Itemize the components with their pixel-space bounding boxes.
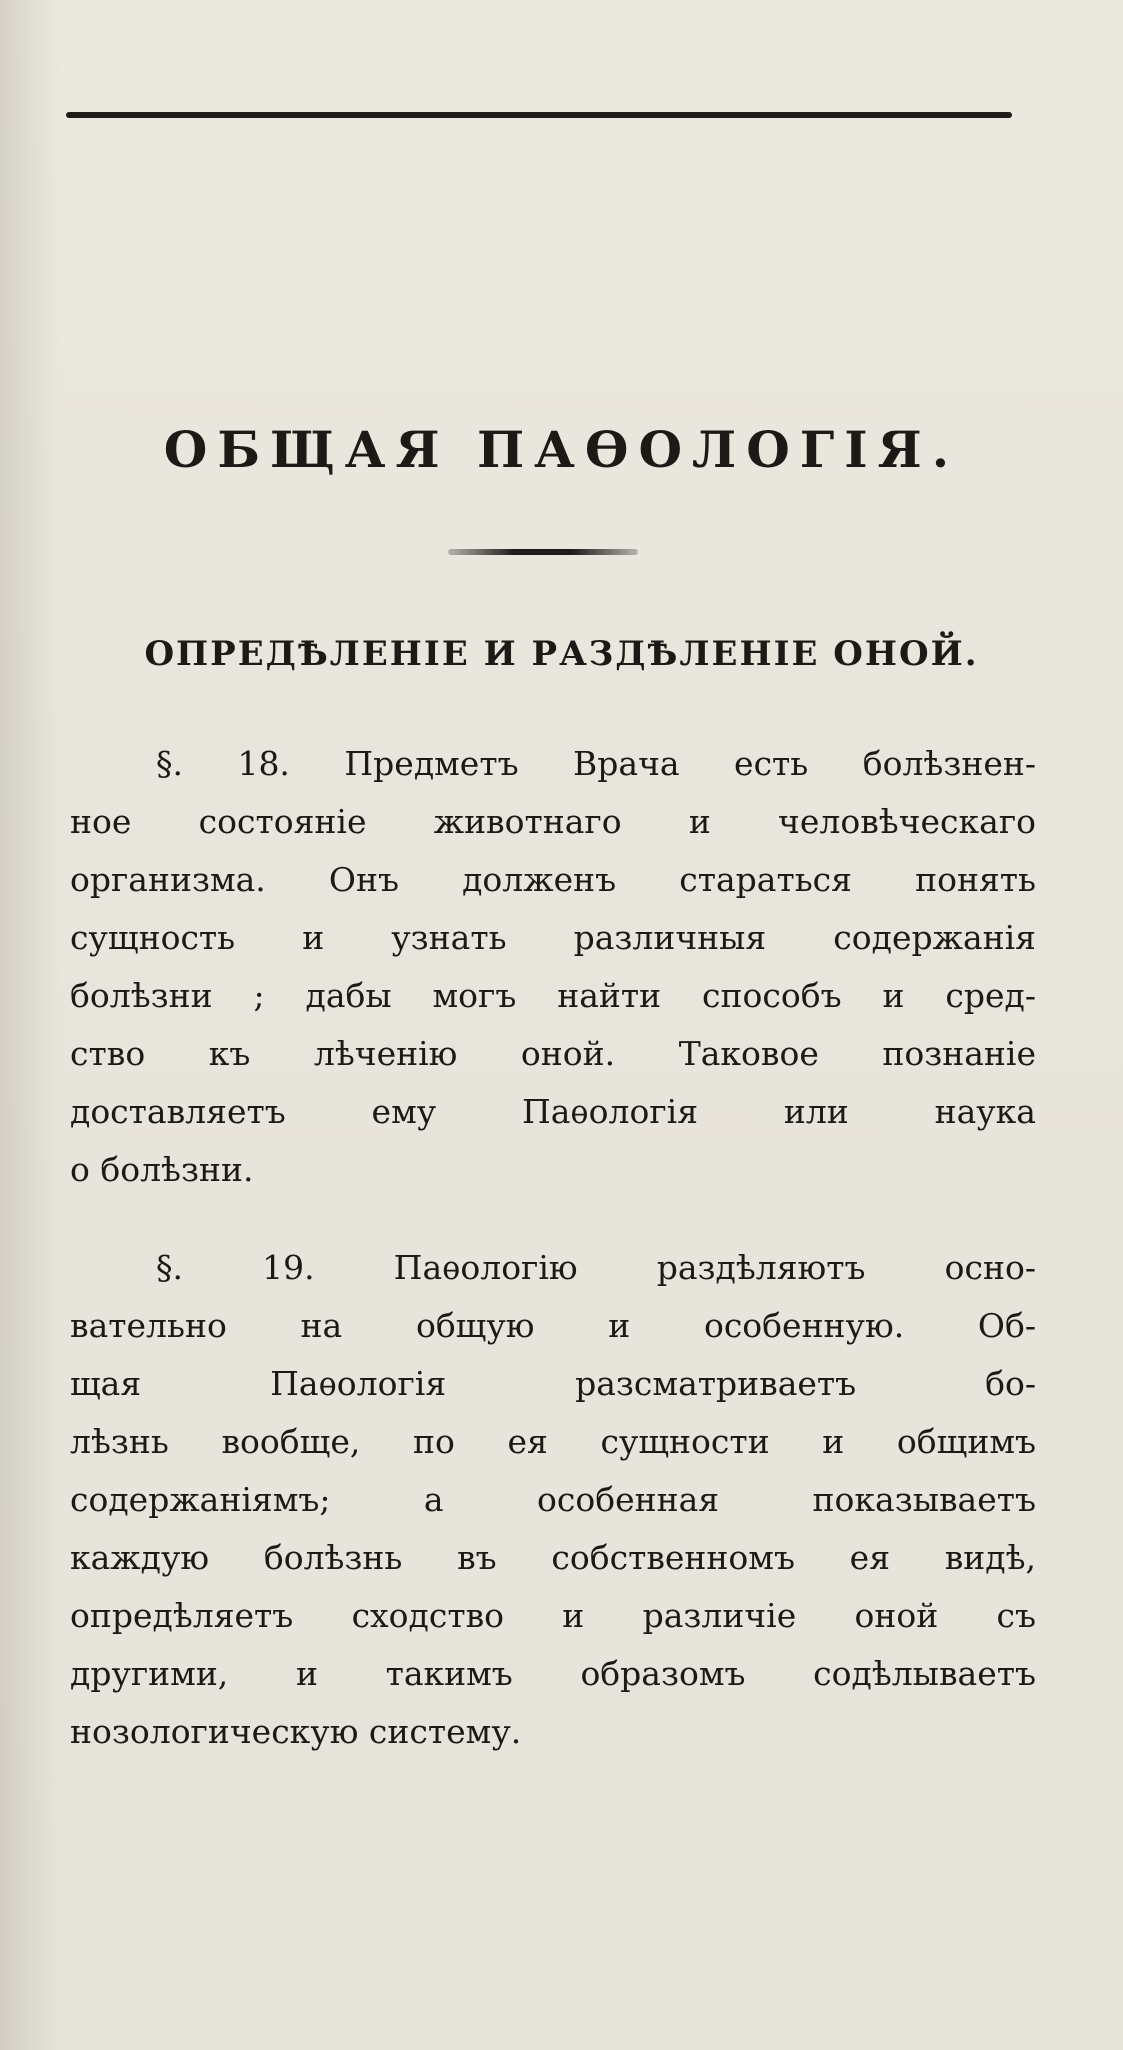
- body-line: лѣзнь вообще, по ея сущности и общимъ: [70, 1422, 1036, 1461]
- top-rule: [66, 112, 1012, 118]
- body-line: доставляетъ ему Паѳологія или наука: [70, 1092, 1036, 1131]
- body-line: болѣзни ; дабы могъ найти способъ и сред-: [70, 976, 1036, 1015]
- body-line: щая Паѳологія разсматриваетъ бо-: [70, 1364, 1036, 1403]
- body-line: §. 18. Предметъ Врача есть болѣзнен-: [156, 744, 1036, 783]
- body-line: нозологическую систему.: [70, 1712, 522, 1751]
- body-line: ное состояніе животнаго и человѣческаго: [70, 802, 1036, 841]
- body-line: ство къ лѣченію оной. Таковое познаніе: [70, 1034, 1036, 1073]
- body-line: опредѣляетъ сходство и различіе оной съ: [70, 1596, 1036, 1635]
- body-line: о болѣзни.: [70, 1150, 254, 1189]
- body-line: сущность и узнать различныя содержанія: [70, 918, 1036, 957]
- section-heading: ОПРЕДѢЛЕНІЕ И РАЗДѢЛЕНІЕ ОНОЙ.: [144, 634, 979, 674]
- page-edge-shadow: [0, 0, 60, 2050]
- body-line: другими, и такимъ образомъ содѣлываетъ: [70, 1654, 1036, 1693]
- page-title: ОБЩАЯ ПАѲОЛОГІЯ.: [163, 420, 960, 479]
- body-line: вательно на общую и особенную. Об-: [70, 1306, 1036, 1345]
- title-divider: [448, 549, 638, 555]
- body-line: §. 19. Паѳологію раздѣляютъ осно-: [156, 1248, 1036, 1287]
- body-line: организма. Онъ долженъ стараться понять: [70, 860, 1036, 899]
- body-line: содержаніямъ; а особенная показываетъ: [70, 1480, 1036, 1519]
- body-line: каждую болѣзнь въ собственномъ ея видѣ,: [70, 1538, 1036, 1577]
